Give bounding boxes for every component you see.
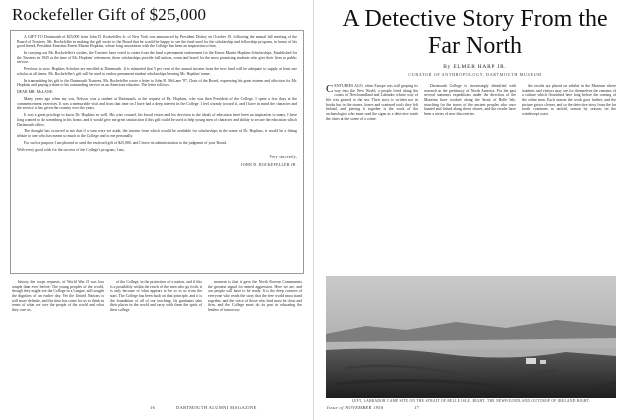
magazine-name: DARTMOUTH ALUMNI MAGAZINE — [176, 405, 257, 410]
column-paragraph: moment is that it gave the North Korean Communists the greatest signal for armed aggression. Here we are, and our people will have to be ready. It is the deep concern of everyone who reads the story that the free world must stand together, and the voice of those who lead must be clear and firm, and the College must do its part in educating the leaders of tomorrow. — [208, 280, 302, 312]
page-number: 17 — [414, 405, 420, 410]
column-paragraph: of the College, in the protection of a nation, and if this is a possibility within the reach of the men who go forth, it is only because of what appears to be so to us from the start. The College has been built on that principle, and it is the foundation of all of our teaching. Its graduates take their places in the world and carry with them the spirit of their college. — [110, 280, 202, 312]
text-column — [110, 280, 202, 396]
letter-closing: With every good wish for the success of the College's program, I am, — [17, 147, 125, 152]
page-number: 16 — [150, 405, 156, 410]
text-column — [522, 84, 616, 274]
text-column — [326, 84, 418, 274]
article-headline: Rockefeller Gift of $25,000 — [12, 5, 207, 24]
right-page — [314, 0, 628, 420]
intro-paragraph: A GIFT TO Dartmouth of $25,000 from John D. Rockefeller Jr. of New York was announced by President Dickey on October 19, following the annual fall meeting of the Board of Trustees. Mr. Rockefeller in making the gift wrote to the Board that he would be happy to see the fund used for the scholarship and fellowship program, in honor of his good friend, President Emeritus Ernest Martin Hopkins, whose long association with the College has been an inspiration to him. — [17, 35, 297, 49]
intro-paragraph: In carrying out Mr. Rockefeller's wishes, the Trustees have voted to create from the fund a permanent endowment for the Ernest Martin Hopkins Scholarships. Established for the Trustees in 1945 at the time of Mr. Hopkins' retirement, these scholarships provide full tuition, room and board for the most promising students who give their lives to public service. — [17, 51, 297, 65]
article-headline: A Detective Story From the Far North — [342, 6, 608, 59]
author-affiliation: CURATOR OF ANTHROPOLOGY, DARTMOUTH MUSEUM — [408, 72, 542, 77]
photo-image — [326, 276, 616, 398]
column-paragraph: ENTURIES AGO, when Europe was still groping its way into the New World, a people lived along the coasts of Newfoundland and Labrador whose way of life was geared to the sea. Their story is written not in books but in the stones, bones and scattered tools they left behind, and piecing it together is the work of the archaeologist who must read the signs as a detective reads the clues at the scene of a crime. — [326, 84, 418, 121]
issue-date: Issue of NOVEMBER 1950 — [327, 405, 384, 410]
text-column — [12, 280, 104, 396]
text-column — [208, 280, 302, 396]
column-paragraph: the results are placed on exhibit in the Museum where students and visitors may see for themselves the remains of a culture which flourished here long before the coming of the white man. Each season the work goes further, and the picture grows clearer, and so the detective story from the far north continues to unfold, season by season, on the windswept coast. — [522, 84, 616, 116]
intro-paragraph: Previous to now, Hopkins Scholars are enrolled at Dartmouth. It is estimated that 5 per cent of the annual income from the new fund will be adequate to supply at least one scholar at all times. Mr. Rockefeller's gift will be used to endow permanent student scholarships bearing Mr. Hopkins' name. — [17, 67, 297, 76]
landscape-photo — [326, 276, 616, 398]
letter-signoff: Very sincerely, — [269, 155, 297, 160]
drop-cap: C — [326, 84, 334, 95]
letter-paragraph: It was a great privilege to know Dr. Hopkins so well. His wise counsel, his broad vision and his devotion to the ideals of education have been an inspiration to many. I have long wanted to do something in his honor, and it would give me great satisfaction if this gift could be used to help young men of character and ability to secure the education which Dartmouth offers. — [17, 113, 297, 127]
letter-paragraph: The thought has occurred to me that if a sum were set aside, the income from which would be available for scholarships in the name of Dr. Hopkins, it would be a fitting tribute to one who has meant so much to the College and to me personally. — [17, 129, 297, 139]
byline: By ELMER HARP JR. — [443, 64, 507, 70]
column-paragraph: Dartmouth College is increasingly identified with research in the prehistory of North America. For the past several summers expeditions under the direction of the Museum have worked along the Strait of Belle Isle, searching for the traces of the ancient peoples who once hunted and fished along these shores, and the results have been a series of new discoveries. — [424, 84, 516, 116]
letter-paragraph: For such a purpose I am pleased to send the enclosed gift of $25,000, and I leave its administration to the judgment of your Board. — [24, 140, 228, 145]
letter-box — [10, 30, 304, 274]
photo-caption: LEFT, LABRADOR CAMP SITE ON THE STRAIT OF BELLE ISLE. RIGHT, THE NEWFOUNDLAND OUTCROP OF IRELAND BIGHT. — [351, 399, 591, 403]
column-paragraph: history the corps requests, of World War II was less simple than ever before. The young peoples of the world, though they might see the College in a League, still sought the dignities of an earlier day. Yet the United Nations is still more definite, and the time has come for us to think in terms of what we owe the people of the world and what they owe us. — [12, 280, 104, 312]
letter-paragraph: Many years ago when my son, Nelson, was a student at Dartmouth, at the request of Dr. Hopkins, who was then President of the College, I spent a few days at the commencement exercises. It was a memorable visit and from that time on I have had a deep interest in the College. I feel warmly toward it, and I have in mind the character and the service it has given the country over the years. — [17, 97, 297, 111]
text-column — [424, 84, 516, 274]
intro-paragraph: In transmitting his gift to the Dartmouth Trustees, Mr. Rockefeller wrote a letter to John R. McLane '07, Chair of the Board, expressing his great esteem and affection for Mr. Hopkins and paying tribute to his outstanding service as an American educator. The letter follows: — [17, 78, 297, 88]
letter-signature: JOHN D. ROCKEFELLER JR. — [240, 163, 297, 168]
letter-salutation: DEAR MR. McLANE: — [17, 90, 54, 95]
